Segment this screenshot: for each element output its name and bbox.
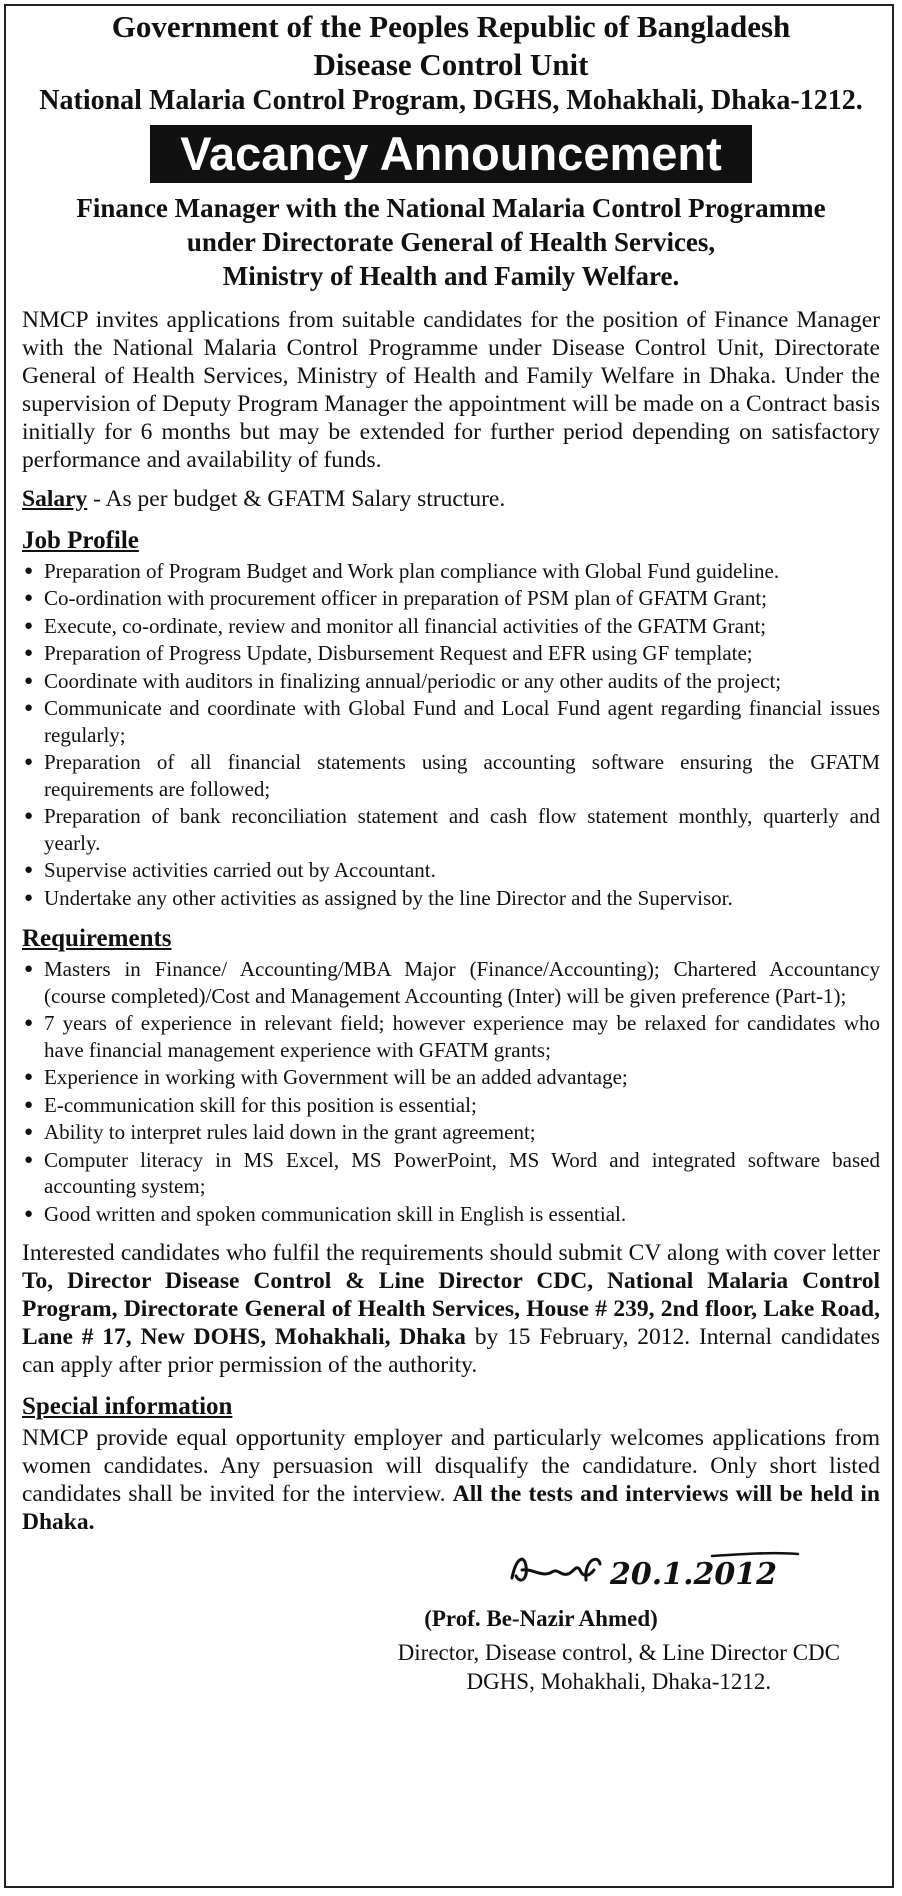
list-item (22, 885, 880, 912)
list-item (22, 585, 880, 612)
list-item-text: Preparation of Progress Update, Disbursement Request and EFR using GF template; (44, 641, 753, 666)
list-item (22, 1092, 880, 1119)
list-item (22, 857, 880, 884)
list-item-text: Supervise activities carried out by Accountant. (44, 858, 436, 883)
bullet-icon: ● (24, 1124, 34, 1141)
bullet-icon: ● (24, 1015, 34, 1032)
signatory-title-line1: Director, Disease control, & Line Director CDC (397, 1640, 840, 1666)
bullet-icon: ● (24, 862, 34, 879)
bullet-icon: ● (24, 617, 34, 634)
list-item-text: Ability to interpret rules laid down in the grant agreement; (44, 1120, 536, 1145)
application-address: To, Director Disease Control & Line Director CDC, National Malaria Control Program, Directorate General of Health Services, House # 239, 2nd floor, Lake Road, Lane # 17, New DOHS, Mohakhali, Dhaka (22, 1268, 880, 1351)
bullet-icon: ● (24, 889, 34, 906)
list-item (22, 803, 880, 856)
list-item-text: Good written and spoken communication skill in English is essential. (44, 1201, 627, 1226)
list-item-text: Co-ordination with procurement officer in preparation of PSM plan of GFATM Grant; (44, 586, 767, 611)
special-info-bold-text: All the tests and interviews will be held in Dhaka. (22, 1481, 880, 1536)
application-paragraph (22, 1239, 880, 1379)
bullet-icon: ● (24, 672, 34, 689)
handwritten-signature (502, 1540, 802, 1602)
application-text-after: by 15 February, 2012. Internal candidates can apply after prior permission of the authority. (22, 1324, 880, 1379)
special-info-heading: Special information (22, 1393, 233, 1421)
vacancy-banner: Vacancy Announcement (150, 125, 752, 183)
list-item (22, 1147, 880, 1200)
bullet-icon: ● (24, 1096, 34, 1113)
bullet-icon: ● (24, 1069, 34, 1086)
bullet-icon: ● (24, 808, 34, 825)
job-profile-heading: Job Profile (22, 526, 139, 554)
list-item-text: 7 years of experience in relevant field; however experience may be relaxed for candidates who have financial management experience with GFATM grants; (44, 1011, 880, 1062)
list-item-text: Preparation of all financial statements using accounting software ensuring the GFATM requirements are followed; (44, 750, 880, 801)
bullet-icon: ● (24, 562, 34, 579)
job-profile-list (22, 558, 880, 912)
list-item-text: Experience in working with Government will be an added advantage; (44, 1065, 628, 1090)
position-title-line3: Ministry of Health and Family Welfare. (222, 261, 680, 292)
signatory-title (398, 1638, 840, 1696)
signatory-name: (Prof. Be-Nazir Ahmed) (424, 1606, 658, 1632)
bullet-icon: ● (24, 645, 34, 662)
header-address: National Malaria Control Program, DGHS, Mohakhali, Dhaka-1212. (39, 84, 863, 116)
list-item (22, 1064, 880, 1091)
bullet-icon: ● (24, 1205, 34, 1222)
salary-text: - As per budget & GFATM Salary structure. (87, 485, 506, 512)
list-item-text: Communicate and coordinate with Global Fund and Local Fund agent regarding financial issues regularly; (44, 696, 880, 747)
banner-wrapper (22, 125, 880, 183)
list-item (22, 956, 880, 1009)
list-item (22, 1201, 880, 1228)
list-item-text: Preparation of bank reconciliation statement and cash flow statement monthly, quarterly and yearly. (44, 804, 880, 855)
requirements-list (22, 956, 880, 1227)
list-item (22, 668, 880, 695)
list-item (22, 613, 880, 640)
vacancy-document (22, 8, 880, 1746)
list-item (22, 558, 880, 585)
list-item-text: Preparation of Program Budget and Work plan compliance with Global Fund guideline. (44, 558, 780, 583)
bullet-icon: ● (24, 754, 34, 771)
signature-block (22, 1536, 880, 1746)
special-info-paragraph (22, 1424, 880, 1536)
requirements-heading: Requirements (22, 925, 172, 953)
intro-paragraph: NMCP invites applications from suitable candidates for the position of Finance Manager with the National Malaria Control Programme under Disease Control Unit, Directorate General of Health Services, Ministry of Health and Family Welfare in Dhaka. Under the supervision of Deputy Program Manager the appointment will be made on a Contract basis initially for 6 months but may be extended for further period depending on satisfactory performance and availability of funds. (22, 306, 880, 473)
list-item (22, 1010, 880, 1063)
list-item-text: Masters in Finance/ Accounting/MBA Major (Finance/Accounting); Chartered Accountancy (course completed)/Cost and Management Accounting (Inter) will be given preference (Part-1); (44, 957, 880, 1008)
list-item (22, 695, 880, 748)
position-title-line2: under Directorate General of Health Services, (186, 227, 716, 258)
list-item-text: E-communication skill for this position is essential; (44, 1092, 477, 1117)
salary-line (22, 486, 880, 513)
bullet-icon: ● (24, 590, 34, 607)
list-item (22, 640, 880, 667)
special-info-text: NMCP provide equal opportunity employer and particularly welcomes applications from women candidates. Any persuasion will disqualify the candidature. Only short listed candidates shall be invited for the interview. (22, 1425, 880, 1508)
salary-label: Salary (22, 485, 88, 512)
list-item-text: Undertake any other activities as assigned by the line Director and the Supervisor. (44, 885, 733, 910)
position-title-line1: Finance Manager with the National Malaria Control Programme (76, 192, 826, 223)
list-item (22, 749, 880, 802)
position-title (22, 191, 880, 294)
list-item-text: Computer literacy in MS Excel, MS PowerPoint, MS Word and integrated software based accounting system; (44, 1147, 880, 1199)
bullet-icon: ● (24, 961, 34, 978)
application-text-before: Interested candidates who fulfil the requirements should submit CV along with cover letter (22, 1240, 880, 1267)
list-item-text: Coordinate with auditors in finalizing annual/periodic or any other audits of the project; (44, 668, 782, 693)
list-item-text: Execute, co-ordinate, review and monitor all financial activities of the GFATM Grant; (44, 613, 767, 638)
bullet-icon: ● (24, 700, 34, 717)
document-header (22, 8, 880, 118)
signature-date: 20.1.2012 (610, 1557, 778, 1593)
bullet-icon: ● (24, 1151, 34, 1168)
list-item (22, 1119, 880, 1146)
signatory-title-line2: DGHS, Mohakhali, Dhaka-1212. (466, 1669, 772, 1695)
header-government: Government of the Peoples Republic of Bangladesh (111, 9, 791, 44)
header-unit: Disease Control Unit (313, 46, 589, 82)
